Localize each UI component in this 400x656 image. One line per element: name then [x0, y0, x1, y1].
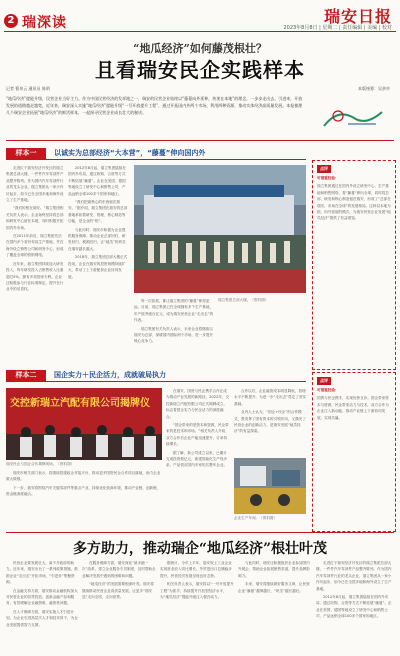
section-two-rule — [6, 381, 306, 382]
paragraph: 合作以后，企业融资成本明显降低，管理水平不断提升，为进一步“走出去”奠定了坚实基础。 — [234, 389, 306, 406]
paragraph: 瑞立集团有关负责人表示，未来企业将继续以瑞安为总部，深耕国内国际两个市场，进一步提升核心竞争力。 — [134, 326, 214, 344]
paragraph: 与此同时，瑞安还积极组织企业参加国内外展会，帮助企业拓展销售渠道，提升品牌影响力。 — [238, 561, 310, 578]
paragraph: 在人才保障方面，瑞安实施人才引进计划，为企业引进高层次人才和技术骨干，为企业发展提供智力支撑。 — [6, 609, 78, 627]
photo-banner-text: 交控新瑞立汽配有限公司揭牌仪 — [10, 398, 150, 409]
paragraph: “国企带来的是资本和资源，民企带来的是技术和市场。”相关负责人介绍，双方合作后企业产能迅速提升，订单持续增长。 — [166, 423, 229, 447]
commentary-label: 点评 — [317, 165, 331, 173]
article-column-9 — [160, 560, 234, 652]
paragraph: 在2011年前后，瑞立集团先后在国内多个省份布局生产基地，并在海外设立销售公司和研发中心，形成了覆盖全球的营销网络。 — [6, 234, 64, 258]
article-column-8 — [82, 560, 156, 652]
page-number: 2 — [4, 14, 18, 28]
paragraph: 业内人士认为，“国企+民企”的合作模式，既发挥了国有资本的引领作用，又激发了民营企业的创新活力，是瑞安发展“地瓜经济”的有益探索。 — [234, 410, 306, 434]
paragraph: 走进位于瑞安经济开发区的瑞立集团总部大楼，一件件汽车零部件产品整齐陈列。作为国内汽车零部件行业的龙头企业，瑞立集团从一家小作坊起步，如今已在全国多地和海外设立了生产基地。 — [316, 561, 392, 591]
paragraph: 下一步，瑞安将围绕汽车关键零部件等重点产业，持续优化营商环境，推动产业链、创新链、资金链深度融合。 — [6, 485, 161, 497]
paragraph: 与此同时，瑞安市积极为企业提供服务保障，推动企业总部回归、研发回归、税源回归，让“地瓜”的块茎在瑞安越长越大。 — [68, 227, 126, 251]
paragraph: 据统计，今年上半年，瑞安规上工业企业实现营业收入同比增长，外贸进出口总额稳步提升，民营经济发展呈现良好态势。 — [160, 561, 232, 578]
page-header — [0, 0, 400, 32]
dateline: 2023年8月8日 | 星期二 | 责任编辑 | 美编 | 校对 — [283, 25, 392, 31]
header-rule — [4, 31, 396, 32]
article-column-10 — [238, 560, 312, 652]
paragraph: 2012年8月起，瑞立集团陆续在国内外布局，通过收购、合资等方式不断拓展“藤蔓”。企业在美国、德国等地设立了研发中心和销售公司，产品远销全球100多个国家和地区。 — [316, 595, 392, 619]
paragraph: 瑞安市相关部门表示，将继续搭建政企对接平台，推动更多国资民企合作项目落地，助力企业做大做强。 — [6, 471, 161, 482]
paragraph: 据了解，新公司成立以来，已累计完成投资数亿元，新建智能化生产线多条，产品供应国内多家知名整车企业。 — [166, 450, 228, 468]
article-column-1 — [6, 165, 64, 365]
paragraph: 民营企业要发展壮大，离不开政府的助力。近年来，瑞安出台了一系列政策措施，鼓励企业“走出去”开拓市场，“引进来”集聚资源。 — [6, 561, 78, 585]
byline: 记者 曹泉云 通讯员 陈明 — [6, 86, 50, 91]
article-column-2 — [68, 165, 128, 365]
article-photo-3 — [234, 458, 306, 514]
article-column-3 — [134, 298, 214, 364]
photo-caption-1: 瑞立集团总部大楼。（资料图） — [218, 298, 269, 302]
commentary-box-1 — [312, 160, 396, 370]
article-column-5 — [234, 388, 306, 454]
paragraph: 相关负责人表示，瑞安将以“一号开放提升工程”为抓手，持续提升开放型经济水平，为“地瓜经济”提能升级注入强劲动力。 — [160, 582, 234, 600]
paragraph: 在金融支持方面，瑞安推动金融机构加大对民营企业的信贷投放，创新金融产品和服务，有效缓解企业融资难、融资贵问题。 — [6, 588, 78, 606]
paragraph: “我们把最核心的东西留在瑞安。”据介绍，瑞立集团在瑞安的总部基地承担着研发、管理、核心制造等功能，是企业的“根”。 — [68, 200, 128, 224]
editor-credit: 本版统筹：吴余亭 — [358, 86, 390, 91]
factory-photo-icon — [134, 165, 306, 293]
paragraph: 未来，瑞安将继续做好服务文章，让民营企业“藤蔓”越伸越长、“块茎”越长越壮。 — [238, 582, 310, 593]
paragraph: 走进位于瑞安经济开发区的瑞立集团总部大楼，一件件汽车零部件产品整齐陈列。作为国内汽车零部件行业的龙头企业，瑞立集团从一家小作坊起步，如今已在全国多地和海外设立了生产基地。 — [6, 166, 64, 203]
newspaper-logo: 瑞安日报 — [323, 7, 392, 26]
paragraph: “我们的根在瑞安。”瑞立集团相关负责人表示，企业始终坚持将总部和研发中心留在本地，同时积极开拓国内外市场。 — [6, 206, 64, 230]
paragraph: 近年来，瑞立集团持续加大研发投入，每年研发投入占销售收入比重超过5%，拥有多项国家专利。企业还积极参与行业标准制定，提升在行业中的话语权。 — [6, 261, 64, 292]
photo-caption-2: 瑞安民企与国企合作揭牌现场。（资料图） — [6, 462, 75, 466]
paragraph: 每一次拓展，都让瑞立集团的“藤蔓”伸得更远。目前，瑞立集团已在全球拥有多个生产基地，年产值突破百亿元，成为瑞安民营企业“走出去”的代表。 — [134, 299, 214, 323]
section-one-rule — [6, 159, 306, 160]
commentary-text: 国资与民企携手，实现优势互补。国企带来资本与资源，民企带来活力与技术，双方合作为企业注入新动能，推动产业链上下游协同发展，实现共赢。 — [317, 396, 389, 420]
paragraph: 在瑞安，国资与民企携手合作正成为推动产业发展的新路径。2022年，交控新瑞立汽配有限公司正式揭牌成立，标志着国企实力与民企活力的深度融合。 — [166, 389, 230, 419]
subheadline: “地瓜经济”如何藤茂根壮？ — [133, 42, 267, 55]
article-photo-1 — [134, 165, 306, 293]
section-one-tag: 样本一 — [6, 148, 46, 159]
bottom-headline: 多方助力，推动瑞企“地瓜经济”根壮叶茂 — [72, 541, 328, 557]
section-divider — [6, 140, 394, 141]
lead-paragraph: “地瓜经济”提能升级，民营企业当好主力。作为中国民营经济的发祥地之一，瑞安的民营企业始终以“藤蔓向外延伸，块茎在本地”的理念，一步步走出去、引进来，开放发展的道路越走越宽。近年来，瑞安深入实施“地瓜经济”提能升级“一号开放提升工程”，通过开拓国内外两个市场、利用两种资源，推动实体经济高质量发展。本报梳理几个瑞安企业拓展“地瓜经济”的鲜活样本，一起探寻民营企业成长壮大的秘诀。 — [6, 96, 303, 115]
paragraph: 在服务保障方面，瑞安深化“最多跑一次”改革，建立企业服务专员制度，及时帮助企业解决发展中遇到的困难和问题。 — [82, 561, 156, 578]
section-two-title: 国企实力＋民企活力，成就破局执力 — [54, 371, 166, 379]
main-headline: 且看瑞安民企实践样本 — [95, 58, 305, 82]
commentary-text: 瑞立集团通过在国内外设立研发中心、生产基地和销售网络，将“藤蔓”伸向全球，同时将总部、研发和核心制造留在瑞安，形成了“总部在瑞安，市场在全球”的发展格局。这种以本地为根、向外拓展的模式，为瑞安民营企业发展“地瓜经济”提供了有益借鉴。 — [317, 184, 391, 221]
article-column-6 — [6, 470, 162, 530]
article-photo-2 — [6, 388, 162, 460]
section-two-tag: 样本二 — [6, 370, 46, 381]
paragraph: “地瓜经济”的发展需要根深叶茂。瑞安将继续推动民营企业高质量发展，让更多“瑞安造”走向全国、走向世界。 — [82, 582, 154, 600]
workshop-photo-icon — [234, 458, 306, 514]
commentary-label: 点评 — [317, 377, 331, 385]
section-divider — [6, 532, 394, 533]
commentary-title: 可借鉴经验： — [317, 388, 339, 392]
paragraph: 2012年8月起，瑞立集团陆续在国内外布局，通过收购、合资等方式不断拓展“藤蔓”。企业在美国、德国等地设立了研发中心和销售公司，产品远销全球100多个国家和地区。 — [68, 166, 126, 196]
article-column-11 — [316, 560, 392, 652]
article-column-4 — [166, 388, 230, 528]
section-one-ribbon — [6, 148, 306, 159]
photo-caption-3: 企业生产车间。（资料图） — [234, 516, 278, 520]
paragraph: 2018年，瑞立集团总部大楼正式投用，企业在瑞安的投资规模持续扩大，带动了上下游配套企业协同发展。 — [68, 255, 128, 279]
section-two-ribbon — [6, 370, 306, 381]
section-one-title: 以诚实为总部经济“大本营”，“藤蔓”伸向国内外 — [54, 149, 206, 157]
commentary-title: 可借鉴经验： — [317, 176, 339, 180]
article-column-7 — [6, 560, 78, 652]
decorative-logo-icon — [318, 104, 388, 132]
section-title: 瑞深读 — [22, 15, 67, 31]
commentary-box-2 — [312, 372, 396, 532]
